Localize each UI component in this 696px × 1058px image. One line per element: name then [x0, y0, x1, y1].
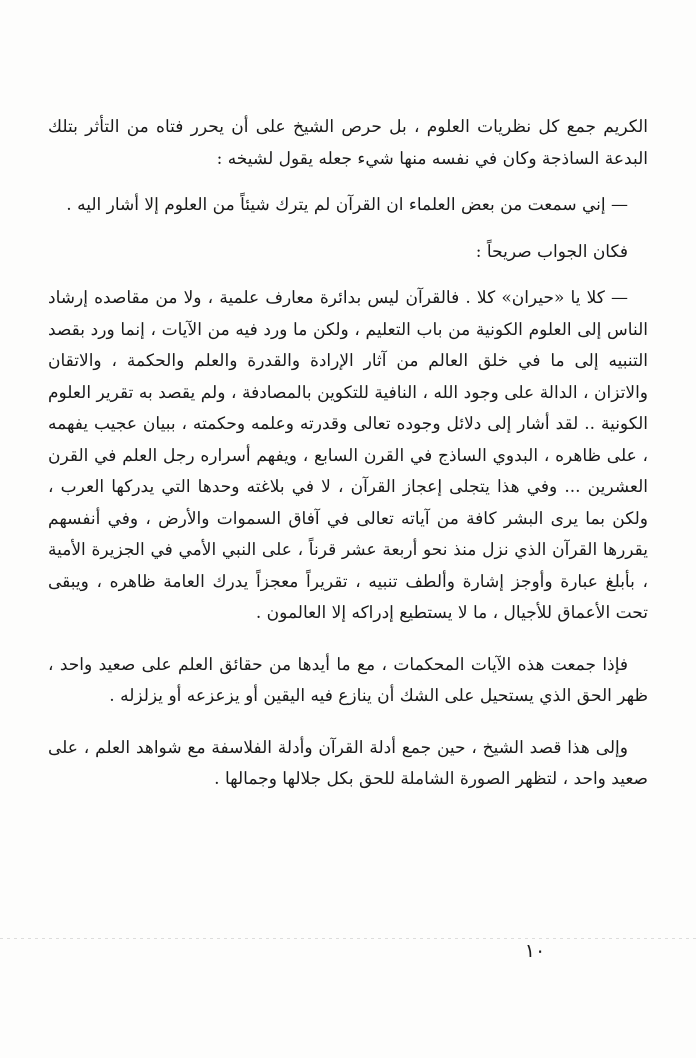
paragraph-1: الكريم جمع كل نظريات العلوم ، بل حرص الشيخ على أن يحرر فتاه من التأثر بتلك البدعة الساذجة وكان في نفسه منها شيء جعله يقول لشيخه :	[48, 117, 648, 169]
paragraph-3: فكان الجواب صريحاً :	[475, 241, 628, 262]
paragraph-6: وإلى هذا قصد الشيخ ، حين جمع أدلة القرآن وأدلة الفلاسفة مع شواهد العلم ، على صعيد واحد ، لتظهر الصورة الشاملة للحق بكل جلالها وجمالها .	[48, 737, 648, 789]
scan-artifact-line	[0, 938, 696, 939]
paragraph-5: فإذا جمعت هذه الآيات المحكمات ، مع ما أيدها من حقائق العلم على صعيد واحد ، ظهر الحق الذي يستحيل على الشك أن ينازع فيه اليقين أو يزعزعه أو يزلزله .	[48, 654, 648, 706]
paragraph-2: — إني سمعت من بعض العلماء ان القرآن لم يترك شيئاً من العلوم إلا أشار اليه .	[66, 195, 628, 215]
paragraph-4: — كلا يا «حيران» كلا . فالقرآن ليس بدائرة معارف علمية ، ولا من مقاصده إرشاد الناس إلى العلوم الكونية من باب التعليم ، ولكن ما ورد فيه من الآيات ، إنما ورد بقصد التنبيه إلى ما في خلق العالم من آثار الإرادة والقدرة والعلم والحكمة ، والاتقان والاتزان ، الدالة على وجود الله ، النافية للتكوين بالمصادفة ، ولم يقصد به تقرير العلوم الكونية .. لقد أشار إلى دلائل وجوده تعالى وقدرته وعلمه وحكمته ، ببيان عجيب يفهمه ، على ظاهره ، البدوي الساذج في القرن السابع ، ويفهم أسراره رجل العلم في القرن العشرين ... وفي هذا يتجلى إعجاز القرآن ، لا في بلاغته وحدها التي يدركها العرب ، ولكن بما يرى البشر كافة من آياته تعالى في آفاق السموات والأرض ، وفي أنفسهم يقررها القرآن الذي نزل منذ نحو أربعة عشر قرناً ، على النبي الأمي في الجزيرة الأمية ، بأبلغ عبارة وأوجز إشارة وألطف تنبيه ، تقريراً معجزاً يدرك العامة ظاهره ، ويبقى تحت الأعماق للأجيال ، ما لا يستطيع إدراكه إلا العالمون .	[48, 288, 648, 623]
page-body-text	[48, 112, 648, 796]
page-number: ١٠	[524, 940, 546, 962]
